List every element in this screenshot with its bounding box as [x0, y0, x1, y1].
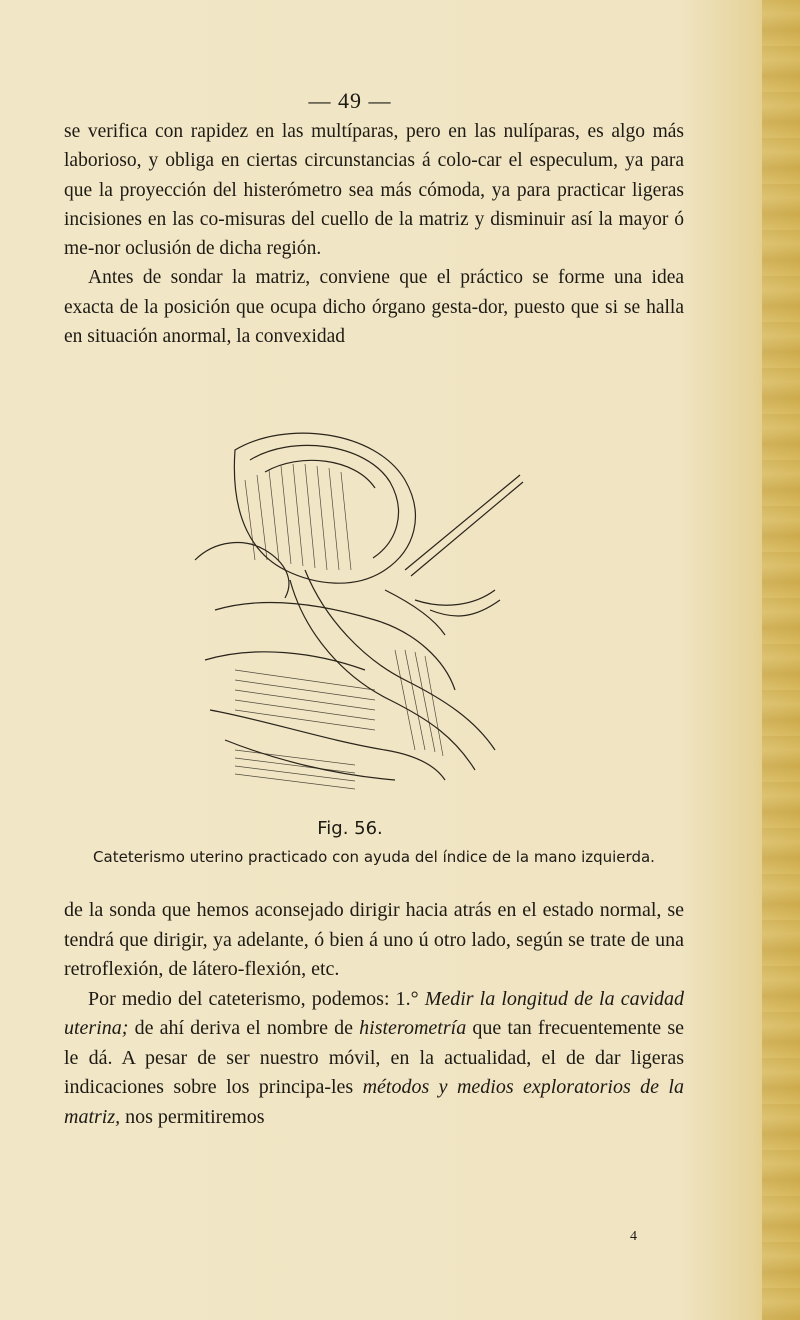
p4-italic-a: Medir la longitud de la cavidad uterina;	[64, 987, 684, 1039]
p4-text-d: nos permitiremos	[120, 1105, 265, 1128]
page-number: — 49 —	[308, 88, 392, 113]
uterine-catheterism-illustration	[175, 420, 525, 810]
p4-text-a: Por medio del cateterismo, podemos: 1.°	[88, 987, 425, 1010]
bottom-text-block	[64, 896, 684, 1132]
p4-text-b: de ahí deriva el nombre de	[128, 1017, 360, 1039]
page-edge-stain	[762, 0, 800, 1320]
figure-label: Fig. 56.	[317, 818, 383, 839]
figure-caption: Cateterismo uterino practicado con ayuda del índice de la mano izquierda.	[93, 848, 655, 866]
p4-italic-b: histerometría	[359, 1017, 467, 1039]
paragraph-1: se verifica con rapidez en las multíparas, pero en las nulíparas, es algo más laborioso, y obliga en ciertas circunstancias á colo-car el especulum, ya para que la proyección del histerómetro sea más cómoda, ya para practicar ligeras incisiones en las co-misuras del cuello de la matriz y disminuir así la mayor ó me-nor oclusión de dicha región.	[64, 121, 684, 260]
paragraph-4	[64, 985, 684, 1133]
paragraph-2: Antes de sondar la matriz, conviene que el práctico se forme una idea exacta de la posición que ocupa dicho órgano gesta-dor, puesto que si se halla en situación anormal, la convexidad	[64, 267, 684, 348]
p4-italic-c: métodos y medios exploratorios de la matriz,	[64, 1076, 684, 1128]
p4-text-c: que tan frecuentemente se le dá. A pesar de ser nuestro móvil, en la actualidad, el de dar ligeras indicaciones sobre los principa-les	[64, 1017, 684, 1098]
signature-mark: 4	[630, 1229, 637, 1244]
paragraph-3: de la sonda que hemos aconsejado dirigir hacia atrás en el estado normal, se tendrá que dirigir, ya adelante, ó bien á uno ú otro lado, según se trate de una retroflexión, de látero-flexión, etc.	[64, 899, 684, 980]
top-text-block	[64, 117, 684, 351]
